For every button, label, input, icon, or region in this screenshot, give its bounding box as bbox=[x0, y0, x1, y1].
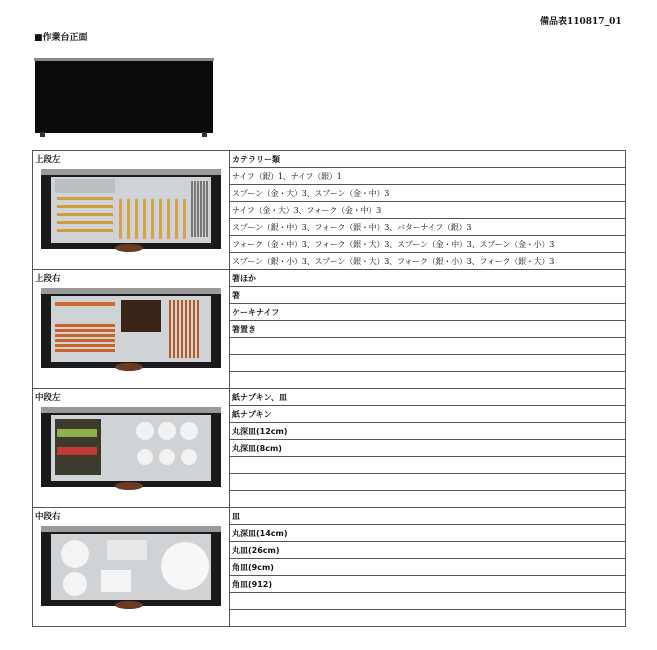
document-id: 備品表110817_01 bbox=[540, 17, 622, 27]
table-row bbox=[33, 270, 626, 287]
category-header: 皿 bbox=[230, 508, 626, 525]
item-cell: 箸 bbox=[230, 287, 626, 304]
section-cell bbox=[33, 508, 230, 627]
item-cell bbox=[230, 457, 626, 474]
section-label: 中段左 bbox=[35, 393, 61, 403]
chopsticks-drawer-photo bbox=[41, 288, 221, 372]
table-row bbox=[33, 389, 626, 406]
item-cell: ケーキナイフ bbox=[230, 304, 626, 321]
category-header: 箸ほか bbox=[230, 270, 626, 287]
napkin-drawer-photo bbox=[41, 407, 221, 491]
section-label: 上段左 bbox=[35, 155, 61, 165]
table-row bbox=[33, 151, 626, 168]
section-label: 上段右 bbox=[35, 274, 61, 284]
item-cell: 丸深皿(12cm) bbox=[230, 423, 626, 440]
category-header: カテラリー類 bbox=[230, 151, 626, 168]
workbench-front-photo bbox=[34, 58, 214, 138]
item-cell bbox=[230, 610, 626, 627]
item-cell: スプーン（銀・小）3、スプーン（銀・大）3、フォーク（銀・小）3、フォーク（銀・大）3 bbox=[230, 253, 626, 270]
table-row bbox=[33, 508, 626, 525]
inventory-table bbox=[32, 150, 626, 627]
cutlery-drawer-photo bbox=[41, 169, 221, 253]
item-cell: ナイフ（金・大）3、フォーク（金・中）3 bbox=[230, 202, 626, 219]
section-cell bbox=[33, 151, 230, 270]
item-cell: ナイフ（銀）1、ナイフ（銀）1 bbox=[230, 168, 626, 185]
item-cell: スプーン（銀・中）3、フォーク（銀・中）3、バターナイフ（銀）3 bbox=[230, 219, 626, 236]
section-label: 中段右 bbox=[35, 512, 61, 522]
item-cell: 紙ナプキン bbox=[230, 406, 626, 423]
item-cell: 丸皿(26cm) bbox=[230, 542, 626, 559]
item-cell: 丸深皿(14cm) bbox=[230, 525, 626, 542]
item-cell bbox=[230, 355, 626, 372]
item-cell bbox=[230, 372, 626, 389]
item-cell: 角皿(912) bbox=[230, 576, 626, 593]
item-cell: 丸深皿(8cm) bbox=[230, 440, 626, 457]
item-cell: スプーン（金・大）3、スプーン（金・中）3 bbox=[230, 185, 626, 202]
item-cell: 箸置き bbox=[230, 321, 626, 338]
section-cell bbox=[33, 389, 230, 508]
item-cell bbox=[230, 338, 626, 355]
item-cell bbox=[230, 491, 626, 508]
plates-drawer-photo bbox=[41, 526, 221, 610]
category-header: 紙ナプキン、皿 bbox=[230, 389, 626, 406]
section-heading: ■作業台正面 bbox=[34, 33, 88, 43]
item-cell bbox=[230, 593, 626, 610]
item-cell: フォーク（金・中）3、フォーク（銀・大）3、スプーン（金・中）3、スプーン（金・小）3 bbox=[230, 236, 626, 253]
item-cell bbox=[230, 474, 626, 491]
section-cell bbox=[33, 270, 230, 389]
item-cell: 角皿(9cm) bbox=[230, 559, 626, 576]
